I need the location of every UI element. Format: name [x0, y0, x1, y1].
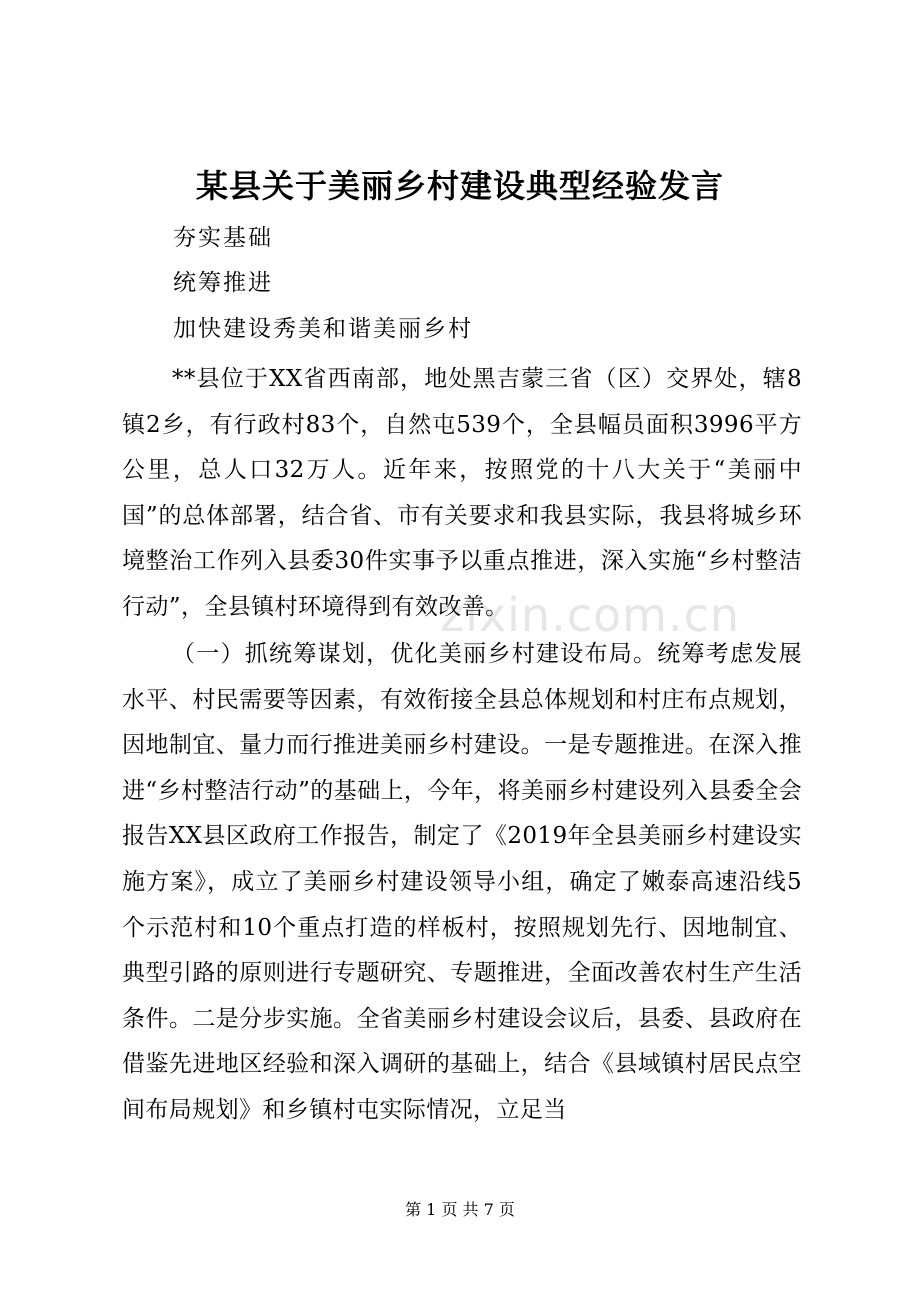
body-paragraph-1: **县位于XX省西南部，地处黑吉蒙三省（区）交界处，辖8镇2乡，有行政村83个，自然屯539个，全县幅员面积3996平方公里，总人口32万人。近年来，按照党的十八大关于“美丽中国”的总体部署，结合省、市有关要求和我县实际，我县将城乡环境整治工作列入县委30件实事予以重点推进，深入实施“乡村整洁行动”，全县镇村环境得到有效改善。	[122, 366, 802, 620]
body-paragraph-2: （一）抓统筹谋划，优化美丽乡村建设布局。统筹考虑发展水平、村民需要等因素，有效衔接全县总体规划和村庄布点规划，因地制宜、量力而行推进美丽乡村建设。一是专题推进。在深入推进“乡村整洁行动”的基础上，今年，将美丽乡村建设列入县委全会报告XX县区政府工作报告，制定了《2019年全县美丽乡村建设实施方案》，成立了美丽乡村建设领导小组，确定了嫩泰高速沿线5个示范村和10个重点打造的样板村，按照规划先行、因地制宜、典型引路的原则进行专题研究、专题推进，全面改善农村生产生活条件。二是分步实施。全省美丽乡村建设会议后，县委、县政府在借鉴先进地区经验和深入调研的基础上，结合《县域镇村居民点空间布局规划》和乡镇村屯实际情况，立足当	[122, 641, 802, 1123]
subheading-2: 统筹推进	[173, 270, 273, 296]
page-footer: 第 1 页 共 7 页	[405, 1200, 515, 1219]
watermark: zixin.com.cn	[440, 588, 741, 642]
document-title: 某县关于美丽乡村建设典型经验发言	[195, 167, 724, 205]
subheading-3: 加快建设秀美和谐美丽乡村	[173, 316, 473, 342]
subheading-1: 夯实基础	[173, 225, 273, 251]
